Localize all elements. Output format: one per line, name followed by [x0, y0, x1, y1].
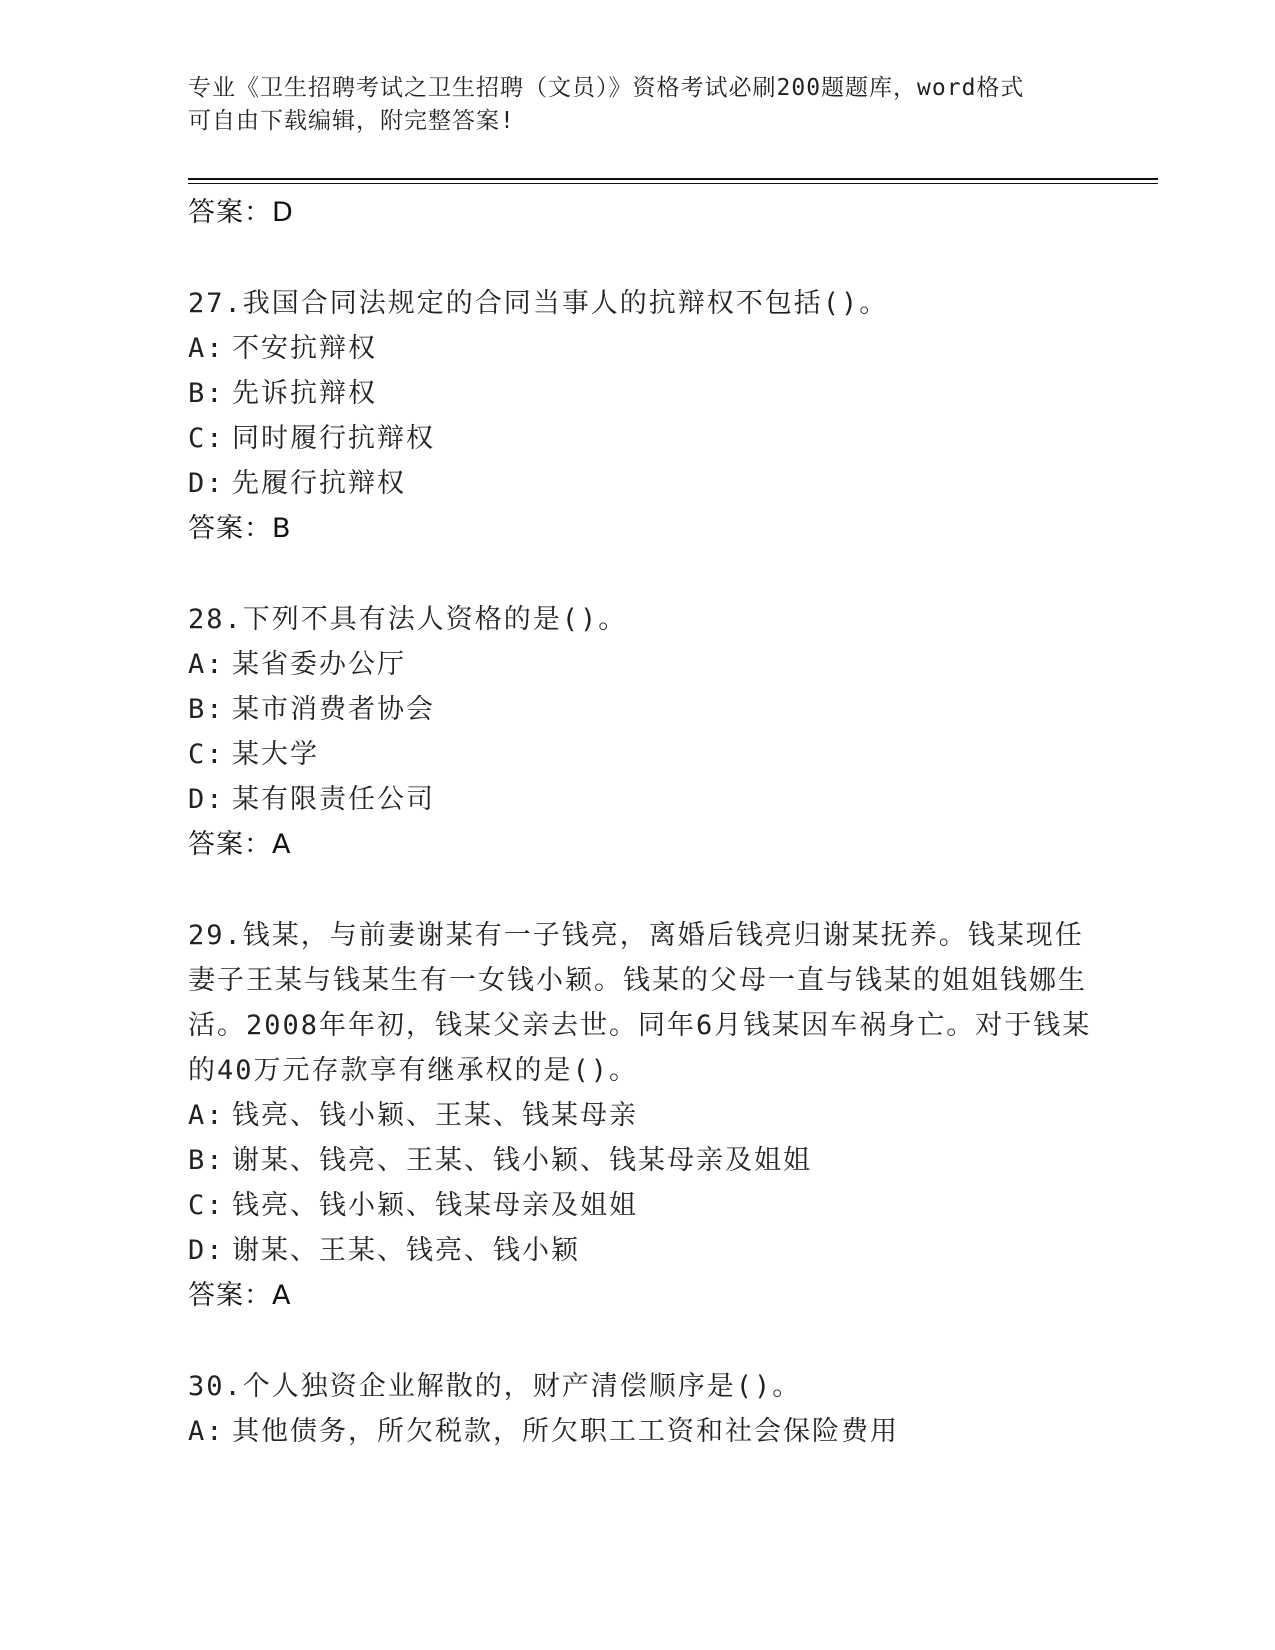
- question-stem: 29.钱某，与前妻谢某有一子钱亮，离婚后钱亮归谢某抚养。钱某现任妻子王某与钱某生有一女钱小颖。钱某的父母一直与钱某的姐姐钱娜生活。2008年年初，钱某父亲去世。同年6月钱某因车祸身亡。对于钱某的40万元存款享有继承权的是()。: [188, 920, 1092, 1086]
- spacer: [188, 868, 1108, 913]
- option-b: [188, 371, 1108, 416]
- option-d: [188, 461, 1108, 506]
- option-text: 某市消费者协会: [232, 694, 435, 725]
- option-a: [188, 642, 1108, 687]
- option-text: 谢某、钱亮、王某、钱小颖、钱某母亲及姐姐: [232, 1145, 812, 1176]
- option-d: [188, 1228, 1108, 1273]
- option-text: 谢某、王某、钱亮、钱小颖: [232, 1235, 580, 1266]
- answer-line: 答案：A: [188, 1280, 292, 1311]
- question-28: [188, 597, 1108, 868]
- option-letter: C:: [188, 1190, 225, 1221]
- option-text: 钱亮、钱小颖、钱某母亲及姐姐: [232, 1190, 638, 1221]
- option-letter: B:: [188, 694, 225, 725]
- header-rule-thin: [188, 183, 1158, 184]
- option-text: 不安抗辩权: [232, 333, 377, 364]
- question-stem: 30.个人独资企业解散的，财产清偿顺序是()。: [188, 1371, 802, 1402]
- option-c: [188, 1183, 1108, 1228]
- option-letter: D:: [188, 468, 225, 499]
- answer-line: 答案：A: [188, 829, 292, 860]
- header-rule-thick: [188, 178, 1158, 180]
- option-b: [188, 687, 1108, 732]
- option-text: 先诉抗辩权: [232, 378, 377, 409]
- question-30: [188, 1364, 1108, 1454]
- document-header: [188, 72, 1088, 138]
- option-letter: C:: [188, 739, 225, 770]
- option-letter: A:: [188, 1416, 225, 1447]
- option-a: [188, 326, 1108, 371]
- option-letter: D:: [188, 784, 225, 815]
- option-a: [188, 1409, 1108, 1454]
- option-b: [188, 1138, 1108, 1183]
- option-a: [188, 1093, 1108, 1138]
- option-text: 某有限责任公司: [232, 784, 435, 815]
- option-text: 某大学: [232, 739, 319, 770]
- option-text: 先履行抗辩权: [232, 468, 406, 499]
- option-letter: B:: [188, 378, 225, 409]
- answer-line: 答案：D: [188, 197, 294, 228]
- answer-line: 答案：B: [188, 513, 292, 544]
- option-letter: A:: [188, 1100, 225, 1131]
- option-letter: D:: [188, 1235, 225, 1266]
- question-stem: 27.我国合同法规定的合同当事人的抗辩权不包括()。: [188, 288, 889, 319]
- option-letter: A:: [188, 649, 225, 680]
- option-text: 某省委办公厅: [232, 649, 406, 680]
- question-29: [188, 913, 1108, 1319]
- option-d: [188, 777, 1108, 822]
- document-body: [188, 190, 1108, 1454]
- option-letter: B:: [188, 1145, 225, 1176]
- header-line-2: 可自由下载编辑，附完整答案!: [188, 108, 515, 134]
- question-27: [188, 281, 1108, 552]
- option-letter: A:: [188, 333, 225, 364]
- option-c: [188, 732, 1108, 777]
- option-c: [188, 416, 1108, 461]
- option-text: 钱亮、钱小颖、王某、钱某母亲: [232, 1100, 638, 1131]
- spacer: [188, 1319, 1108, 1364]
- question-stem: 28.下列不具有法人资格的是()。: [188, 604, 628, 635]
- spacer: [188, 552, 1108, 597]
- option-text: 同时履行抗辩权: [232, 423, 435, 454]
- option-letter: C:: [188, 423, 225, 454]
- option-text: 其他债务，所欠税款，所欠职工工资和社会保险费用: [232, 1416, 899, 1447]
- spacer: [188, 236, 1108, 281]
- header-line-1: 专业《卫生招聘考试之卫生招聘（文员）》资格考试必刷200题题库，word格式: [188, 75, 1025, 101]
